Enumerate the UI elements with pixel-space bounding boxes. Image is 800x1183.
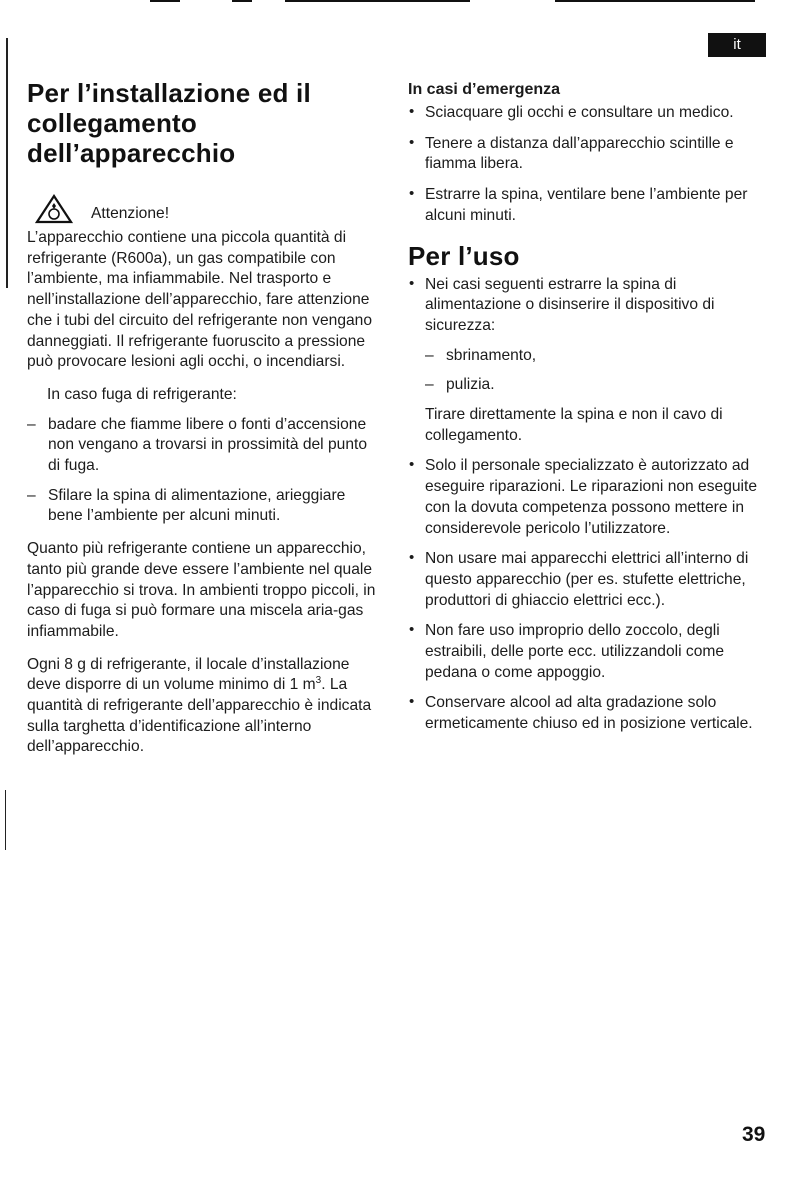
volume-superscript: 3 [315, 675, 322, 687]
list-item [408, 185, 773, 226]
dash-marker: – [27, 415, 36, 433]
volume-text-a: Ogni 8 g di refrigerante, il locale d’installazione deve disporre di un volume minimo di 1 m [27, 655, 350, 694]
list-item-text: Conservare alcool ad alta gradazione solo ermeticamente chiuso ed in posizione verticale. [425, 694, 753, 733]
list-item [408, 134, 773, 175]
top-rule [285, 0, 470, 2]
volume-paragraph [27, 655, 382, 759]
dash-marker: – [425, 376, 434, 394]
top-rule [555, 0, 755, 2]
bullet-marker: • [409, 133, 415, 151]
volume-text-b: . La quantità di refrigerante dell’apparecchio è indicata sulla targhetta d’identificazione all’interno dell’apparecchio. [27, 676, 372, 756]
bullet-marker: • [409, 549, 415, 567]
list-item-text: Nei casi seguenti estrarre la spina di alimentazione o disinserire il dispositivo di sicurezza: [425, 275, 715, 334]
list-item-text: Solo il personale specializzato è autorizzato ad eseguire riparazioni. Le riparazioni non eseguite con la dovuta competenza possono mettere in considerevole pericolo l’utilizzatore. [425, 457, 758, 537]
list-item [408, 275, 773, 337]
dash-marker: – [27, 486, 36, 504]
sub-list-item-text: sbrinamento, [446, 346, 537, 364]
margin-bar [5, 790, 6, 850]
list-item [27, 486, 382, 527]
intro-paragraph: L’apparecchio contiene una piccola quantità di refrigerante (R600a), un gas compatibile con l’ambiente, ma infiammabile. Nel trasporto e nell’installazione dell’apparecchio, fare attenzione che i tubi del circuito del refrigerante non vengano danneggiati. Il refrigerante fuoruscito a pressione può provocare lesioni agli occhi, o incendiarsi. [27, 229, 373, 371]
right-column [408, 78, 773, 735]
list-item [27, 415, 382, 477]
sub-list-item-text: pulizia. [446, 376, 495, 394]
list-item-text: Sciacquare gli occhi e consultare un medico. [425, 104, 734, 121]
bullet-marker: • [409, 693, 415, 711]
bullet-marker: • [409, 274, 415, 292]
installation-heading: Per l’installazione ed il collegamento dell’apparecchio [27, 78, 311, 168]
margin-bar [6, 38, 8, 288]
emergency-heading: In casi d’emergenza [408, 81, 561, 98]
bullet-marker: • [409, 185, 415, 203]
page-number: 39 [742, 1123, 766, 1146]
pull-plug-note: Tirare direttamente la spina e non il cavo di collegamento. [425, 406, 723, 444]
list-item [408, 103, 773, 124]
list-item-text: Tenere a distanza dall’apparecchio scintille e fiamma libera. [425, 134, 734, 173]
list-item-text: Estrarre la spina, ventilare bene l’ambiente per alcuni minuti. [425, 186, 748, 224]
list-item [408, 693, 773, 734]
use-heading: Per l’uso [408, 240, 520, 271]
dash-marker: – [425, 346, 434, 364]
list-item-text: Non usare mai apparecchi elettrici all’interno di questo apparecchio (per es. stufette elettriche, produttori di ghiaccio elettrici ecc.). [425, 550, 749, 609]
mixture-paragraph: Quanto più refrigerante contiene un apparecchio, tanto più grande deve essere l’ambiente nel quale l’apparecchio si trova. In ambienti troppo piccoli, in caso di fuga si può formare una miscela aria-gas infiammabile. [27, 540, 376, 640]
sub-list-item [408, 346, 773, 367]
top-rule [232, 0, 252, 2]
leak-label: In caso fuga di refrigerante: [47, 385, 237, 403]
warning-row [27, 194, 382, 224]
list-item-text: Non fare uso improprio dello zoccolo, degli estraibili, delle porte ecc. utilizzandoli come pedana o come appoggio. [425, 622, 725, 681]
list-item [408, 549, 773, 611]
list-item-text: Sfilare la spina di alimentazione, arieggiare bene l’ambiente per alcuni minuti. [48, 486, 346, 525]
list-item [408, 456, 773, 539]
bullet-marker: • [409, 456, 415, 474]
sub-list-item [408, 375, 773, 396]
warning-triangle-icon [35, 194, 73, 224]
bullet-marker: • [409, 621, 415, 639]
top-rule [150, 0, 180, 2]
list-item-text: badare che fiamme libere o fonti d’accensione non vengano a trovarsi in prossimità del punto di fuga. [48, 415, 367, 475]
language-badge: it [708, 33, 766, 57]
bullet-marker: • [409, 103, 415, 120]
warning-label: Attenzione! [91, 205, 170, 222]
left-column [27, 78, 382, 758]
list-item [408, 621, 773, 683]
